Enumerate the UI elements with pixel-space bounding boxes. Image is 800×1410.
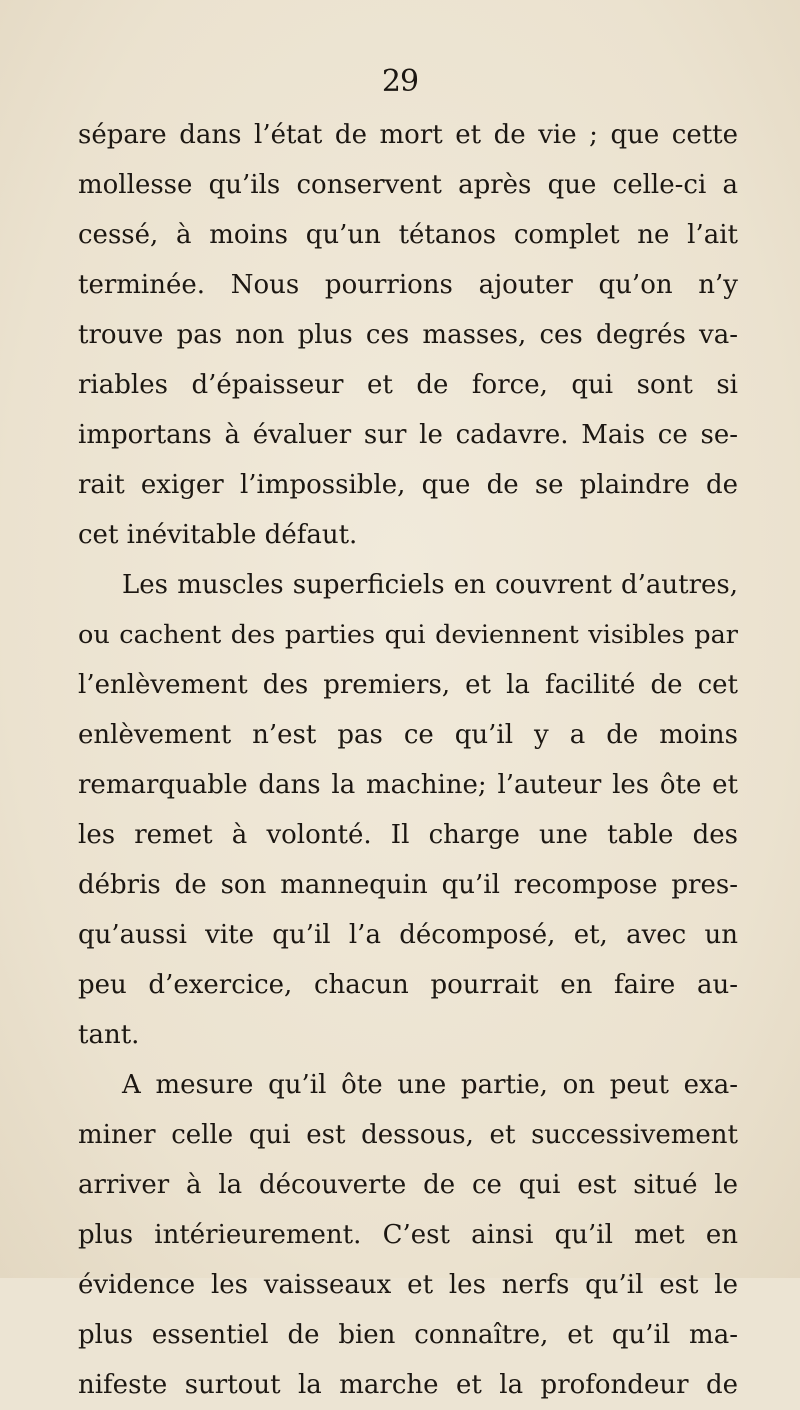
text-line: remarquable dans la machine; l’auteur les ôte et <box>78 770 738 800</box>
text-line: importans à évaluer sur le cadavre. Mais ce se- <box>78 420 738 450</box>
text-line: ou cachent des parties qui deviennent visibles par <box>78 620 738 650</box>
text-line: terminée. Nous pourrions ajouter qu’on n’y <box>78 270 738 300</box>
text-line: peu d’exercice, chacun pourrait en faire au- <box>78 970 738 1000</box>
text-line: les remet à volonté. Il charge une table des <box>78 820 738 850</box>
text-line: mollesse qu’ils conservent après que celle-ci a <box>78 170 738 200</box>
text-line: cessé, à moins qu’un tétanos complet ne l’ait <box>78 220 738 250</box>
text-line: nifeste surtout la marche et la profondeur de <box>78 1370 738 1400</box>
text-line: plus intérieurement. C’est ainsi qu’il met en <box>78 1220 738 1250</box>
body-text <box>78 110 738 1410</box>
text-line: enlèvement n’est pas ce qu’il y a de moins <box>78 720 738 750</box>
text-line: évidence les vaisseaux et les nerfs qu’il est le <box>78 1270 738 1300</box>
text-line: l’enlèvement des premiers, et la facilité de cet <box>78 670 738 700</box>
text-line: Les muscles superficiels en couvrent d’autres, <box>122 570 738 600</box>
page-number: 29 <box>381 64 419 99</box>
text-line: tant. <box>78 1020 140 1050</box>
text-line: A mesure qu’il ôte une partie, on peut exa- <box>122 1070 738 1100</box>
text-line: arriver à la découverte de ce qui est situé le <box>78 1170 738 1200</box>
text-line: miner celle qui est dessous, et successivement <box>78 1120 738 1150</box>
text-line: riables d’épaisseur et de force, qui sont si <box>78 370 738 400</box>
text-line: sépare dans l’état de mort et de vie ; que cette <box>78 120 738 150</box>
text-line: plus essentiel de bien connaître, et qu’il ma- <box>78 1320 738 1350</box>
text-line: qu’aussi vite qu’il l’a décomposé, et, avec un <box>78 920 738 950</box>
text-line: trouve pas non plus ces masses, ces degrés va- <box>78 320 738 350</box>
text-line: cet inévitable défaut. <box>78 520 358 550</box>
text-line: rait exiger l’impossible, que de se plaindre de <box>78 470 738 500</box>
text-line: débris de son mannequin qu’il recompose pres- <box>78 870 738 900</box>
